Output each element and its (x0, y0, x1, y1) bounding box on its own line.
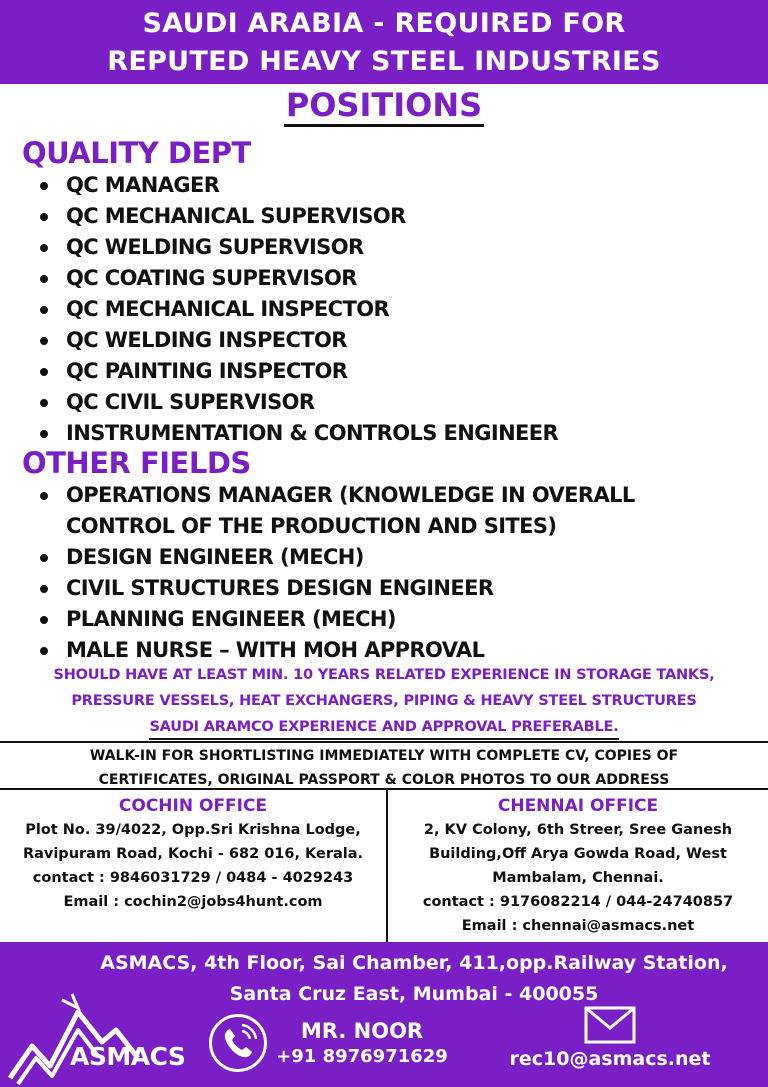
header-line-2: REPUTED HEAVY STEEL INDUSTRIES (107, 46, 661, 77)
footer-address-line-2: Santa Cruz East, Mumbai - 400055 (229, 983, 599, 1005)
header-line-1: SAUDI ARABIA - REQUIRED FOR (142, 8, 626, 39)
list-item: PLANNING ENGINEER (MECH) (36, 604, 696, 635)
chennai-address-line-3: Mambalam, Chennai. (492, 870, 664, 886)
requirements-line-3: SAUDI ARAMCO EXPERIENCE AND APPROVAL PREFERABLE. (149, 716, 618, 740)
list-item: QC PAINTING INSPECTOR (36, 356, 756, 387)
cochin-address-line-2: Ravipuram Road, Kochi - 682 016, Kerala. (22, 846, 364, 862)
phone-icon (209, 1014, 267, 1072)
list-item: QC MANAGER (36, 170, 756, 201)
chennai-contact: contact : 9176082214 / 044-24740857 (422, 894, 734, 910)
cochin-contact: contact : 9846031729 / 0484 - 4029243 (32, 870, 354, 886)
quality-dept-title: QUALITY DEPT (22, 136, 251, 170)
chennai-office (388, 794, 768, 938)
positions-heading (0, 86, 768, 127)
list-item: QC MECHANICAL SUPERVISOR (36, 201, 756, 232)
list-item: QC CIVIL SUPERVISOR (36, 387, 756, 418)
cochin-address-line-1: Plot No. 39/4022, Opp.Sri Krishna Lodge, (25, 822, 361, 838)
requirements-line-1: SHOULD HAVE AT LEAST MIN. 10 YEARS RELATED EXPERIENCE IN STORAGE TANKS, (53, 667, 715, 683)
list-item: CIVIL STRUCTURES DESIGN ENGINEER (36, 573, 696, 604)
contact-phone: +91 8976971629 (276, 1046, 448, 1067)
contact-name: MR. NOOR (300, 1019, 424, 1043)
list-item: QC MECHANICAL INSPECTOR (36, 294, 756, 325)
cochin-office (0, 794, 386, 914)
list-item: OPERATIONS MANAGER (KNOWLEDGE IN OVERALL CONTROL OF THE PRODUCTION AND SITES) (36, 480, 696, 542)
list-item: MALE NURSE – WITH MOH APPROVAL (36, 635, 696, 666)
cochin-office-title: COCHIN OFFICE (118, 796, 268, 816)
list-item: DESIGN ENGINEER (MECH) (36, 542, 696, 573)
positions-title: POSITIONS (284, 86, 484, 127)
contact-email: rec10@asmacs.net (509, 1048, 711, 1070)
quality-dept-list (36, 170, 756, 449)
logo-text: ASMACS (70, 1042, 186, 1071)
walkin-line-1: WALK-IN FOR SHORTLISTING IMMEDIATELY WITH COMPLETE CV, COPIES OF (89, 748, 679, 764)
chennai-email: Email : chennai@asmacs.net (461, 918, 695, 934)
requirements-text (0, 662, 768, 740)
page-footer (0, 942, 768, 1087)
chennai-address-line-1: 2, KV Colony, 6th Streer, Sree Ganesh (423, 822, 733, 838)
other-fields-list (36, 480, 696, 666)
mail-icon (584, 1006, 636, 1044)
cochin-email: Email : cochin2@jobs4hunt.com (63, 894, 323, 910)
footer-address-line-1: ASMACS, 4th Floor, Sai Chamber, 411,opp.Railway Station, (100, 952, 728, 974)
list-item: INSTRUMENTATION & CONTROLS ENGINEER (36, 418, 756, 449)
list-item: QC COATING SUPERVISOR (36, 263, 756, 294)
walkin-notice (0, 741, 768, 792)
other-fields-title: OTHER FIELDS (22, 446, 251, 480)
chennai-address-line-2: Building,Off Arya Gowda Road, West (429, 846, 727, 862)
walkin-line-2: CERTIFICATES, ORIGINAL PASSPORT & COLOR PHOTOS TO OUR ADDRESS (98, 772, 670, 788)
offices-section (0, 788, 768, 942)
page-header (0, 0, 768, 84)
requirements-line-2: PRESSURE VESSELS, HEAT EXCHANGERS, PIPING & HEAVY STEEL STRUCTURES (71, 693, 697, 709)
chennai-office-title: CHENNAI OFFICE (497, 796, 659, 816)
list-item: QC WELDING SUPERVISOR (36, 232, 756, 263)
list-item: QC WELDING INSPECTOR (36, 325, 756, 356)
